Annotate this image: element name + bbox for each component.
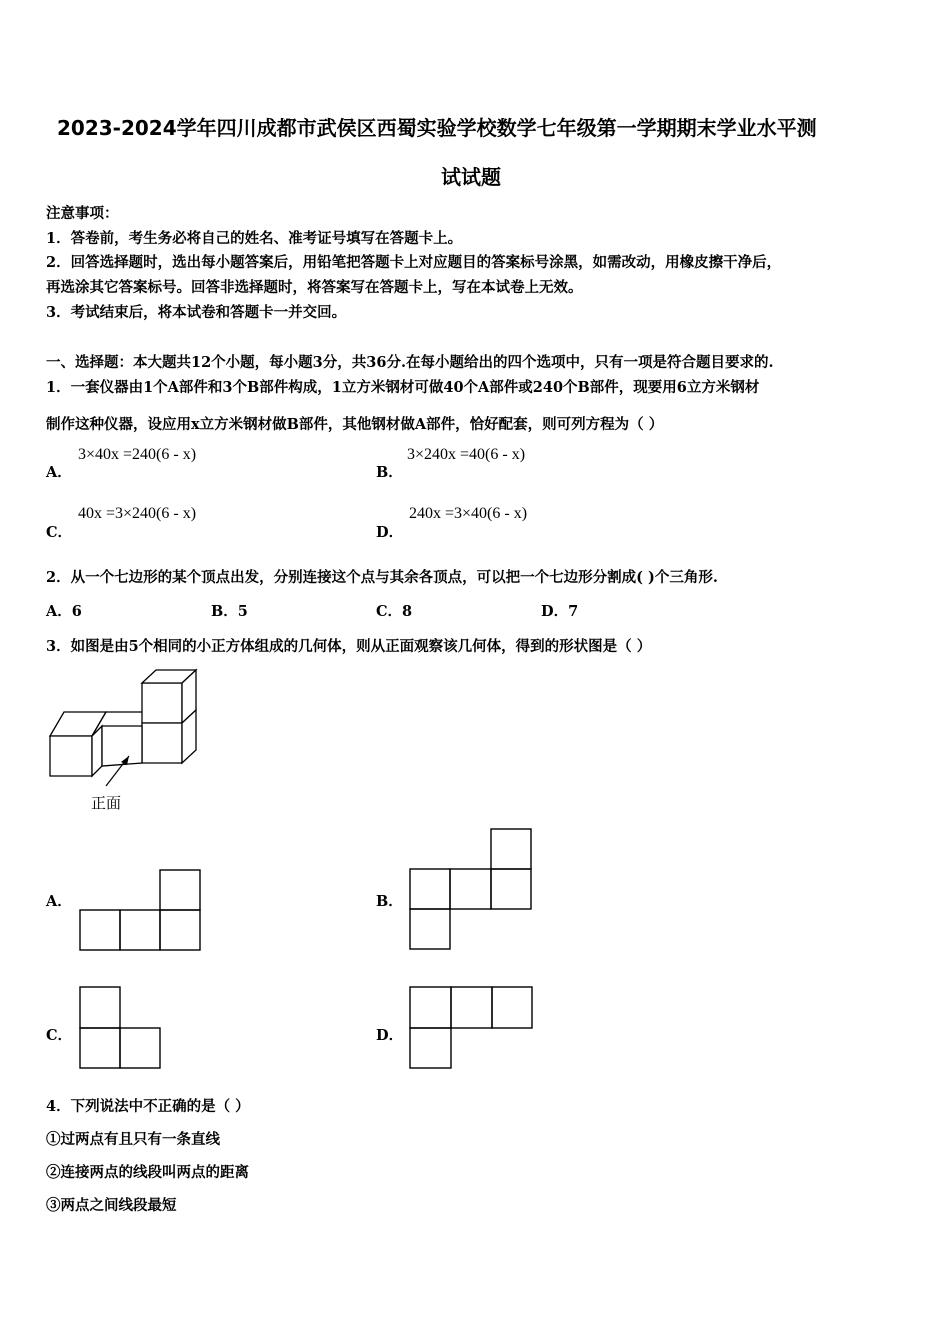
q4-stem: 4．下列说法中不正确的是（ ） [46,1098,250,1115]
q3-option-b-label: B． [376,893,403,910]
q1-option-c-expr: 40x =3×240(6 - x) [78,505,197,522]
q2-option-d: D．7 [541,603,579,620]
q3-option-c-label: C． [46,1027,73,1044]
q3-option-a-label: A． [46,893,72,910]
page-title-line2: 试试题 [441,165,501,189]
q2-option-b: B．5 [211,603,248,620]
q4-statement: ③两点之间线段最短 [46,1197,177,1214]
notes-heading: 注意事项： [46,205,119,222]
front-view-label: 正面 [91,795,122,812]
q1-option-c-label: C． [46,524,73,541]
notes-item: 再选涂其它答案标号。回答非选择题时，将答案写在答题卡上，写在本试卷上无效。 [46,279,583,296]
notes-item: 1．答卷前，考生务必将自己的姓名、准考证号填写在答题卡上。 [46,230,463,247]
q3-option-d-figure [409,986,535,1070]
q3-stem: 3．如图是由5个相同的小正方体组成的几何体，则从正面观察该几何体，得到的形状图是（ ） [46,638,652,655]
q1-stem-line1: 1．一套仪器由1个A部件和3个B部件构成，1立方米钢材可做40个A部件或240个B部件，现要用6立方米钢材 [46,379,760,396]
q4-statement: ①过两点有且只有一条直线 [46,1131,220,1148]
q2-option-a: A．6 [46,603,82,620]
q1-option-a-label: A． [46,464,72,481]
q3-option-d-label: D． [376,1027,404,1044]
notes-item: 2．回答选择题时，选出每小题答案后，用铅笔把答题卡上对应题目的答案标号涂黑，如需改动，用橡皮擦干净后， [46,254,782,271]
notes-item: 3．考试结束后，将本试卷和答题卡一并交回。 [46,304,347,321]
q3-option-c-figure [79,986,163,1070]
q1-option-a-expr: 3×40x =240(6 - x) [78,446,197,463]
q1-option-b-expr: 3×240x =40(6 - x) [407,446,526,463]
q3-option-a-figure [79,869,203,951]
q2-option-c: C．8 [376,603,413,620]
page-title-line1: 2023-2024学年四川成都市武侯区西蜀实验学校数学七年级第一学期期末学业水平测 [57,116,817,140]
q2-stem: 2．从一个七边形的某个顶点出发，分别连接这个点与其余各顶点，可以把一个七边形分割成( )个三角形. [46,569,718,586]
section-heading: 一、选择题：本大题共12个小题，每小题3分，共36分.在每小题给出的四个选项中，只有一项是符合题目要求的. [46,354,774,371]
q1-option-d-label: D． [376,524,404,541]
q3-option-b-figure [409,828,533,950]
q3-cube-figure [44,668,204,788]
q1-option-d-expr: 240x =3×40(6 - x) [409,505,528,522]
q4-statement: ②连接两点的线段叫两点的距离 [46,1164,249,1181]
q1-stem-line2: 制作这种仪器，设应用x立方米钢材做B部件，其他钢材做A部件，恰好配套，则可列方程为（ ） [46,416,664,433]
q1-option-b-label: B． [376,464,403,481]
